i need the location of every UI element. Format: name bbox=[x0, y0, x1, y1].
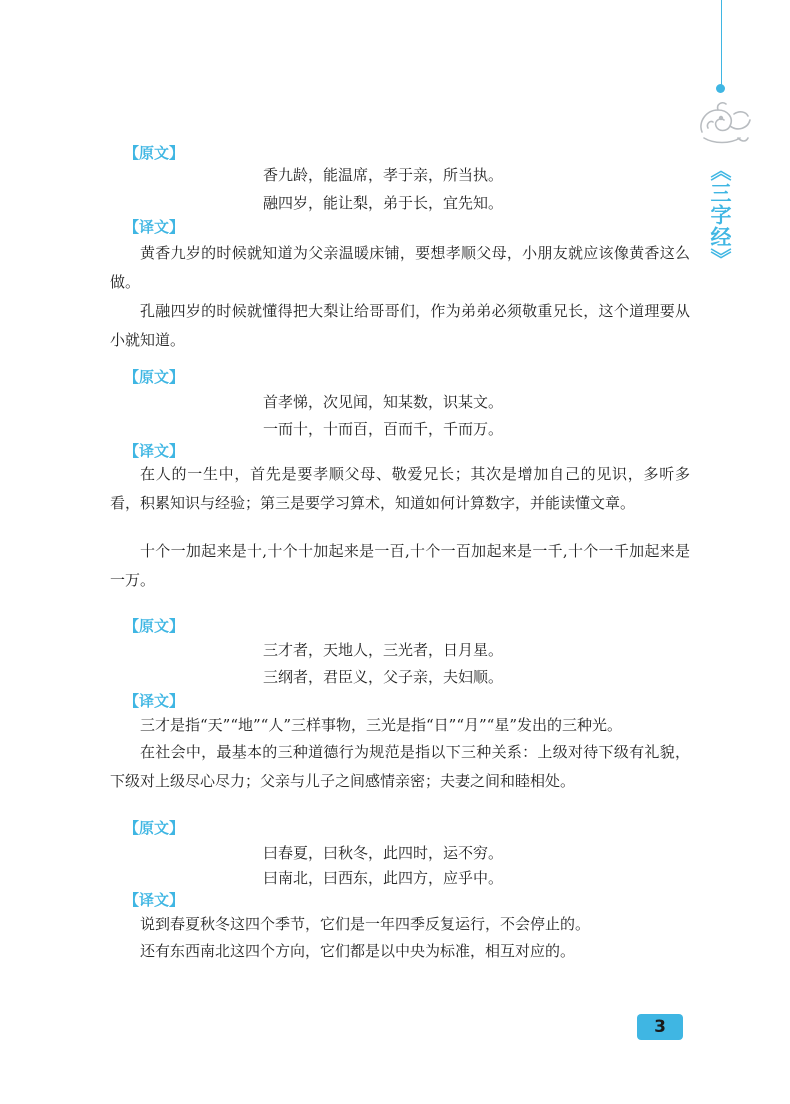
verse-line: 三纲者，君臣义，父子亲，夫妇顺。 bbox=[263, 668, 504, 686]
original-label: 【原文】 bbox=[124, 819, 185, 837]
page-number-badge: 3 bbox=[637, 1014, 683, 1040]
translation-paragraph: 孔融四岁的时候就懂得把大梨让给哥哥们，作为弟弟必须敬重兄长，这个道理要从小就知道。 bbox=[110, 302, 690, 349]
verse-line: 香九龄，能温席，孝于亲，所当执。 bbox=[263, 166, 504, 184]
translation-paragraph: 说到春夏秋冬这四个季节，它们是一年四季反复运行，不会停止的。 bbox=[140, 915, 591, 933]
verse-line: 三才者，天地人，三光者，日月星。 bbox=[263, 641, 504, 659]
translation-paragraph: 还有东西南北这四个方向，它们都是以中央为标准，相互对应的。 bbox=[140, 942, 576, 960]
verse-line: 融四岁，能让梨，弟于长，宜先知。 bbox=[263, 194, 504, 212]
original-label: 【原文】 bbox=[124, 144, 185, 162]
verse-line: 曰春夏，曰秋冬，此四时，运不穷。 bbox=[263, 844, 504, 862]
translation-label: 【译文】 bbox=[124, 891, 185, 909]
header-dot bbox=[716, 84, 725, 93]
translation-paragraph: 在人的一生中，首先是要孝顺父母、敬爱兄长；其次是增加自己的见识，多听多看，积累知识与经验；第三是要学习算术，知道如何计算数字，并能读懂文章。 bbox=[110, 465, 690, 512]
original-label: 【原文】 bbox=[124, 368, 185, 386]
translation-paragraph: 三才是指“天”“地”“人”三样事物，三光是指“日”“月”“星”发出的三种光。 bbox=[140, 716, 623, 734]
translation-paragraph: 十个一加起来是十,十个十加起来是一百,十个一百加起来是一千,十个一千加起来是一万。 bbox=[110, 542, 690, 589]
verse-line: 首孝悌，次见闻，知某数，识某文。 bbox=[263, 393, 504, 411]
verse-line: 一而十，十而百，百而千，千而万。 bbox=[263, 420, 504, 438]
dragon-icon bbox=[694, 98, 754, 150]
verse-line: 曰南北，曰西东，此四方，应乎中。 bbox=[263, 869, 504, 887]
book-title: 《三字经》 bbox=[708, 160, 732, 270]
translation-paragraph: 在社会中，最基本的三种道德行为规范是指以下三种关系：上级对待下级有礼貌，下级对上级尽心尽力；父亲与儿子之间感情亲密；夫妻之间和睦相处。 bbox=[110, 743, 690, 790]
translation-label: 【译文】 bbox=[124, 442, 185, 460]
original-label: 【原文】 bbox=[124, 617, 185, 635]
translation-label: 【译文】 bbox=[124, 692, 185, 710]
header-rule bbox=[721, 0, 722, 86]
translation-label: 【译文】 bbox=[124, 218, 185, 236]
translation-paragraph: 黄香九岁的时候就知道为父亲温暖床铺，要想孝顺父母，小朋友就应该像黄香这么做。 bbox=[110, 244, 690, 291]
